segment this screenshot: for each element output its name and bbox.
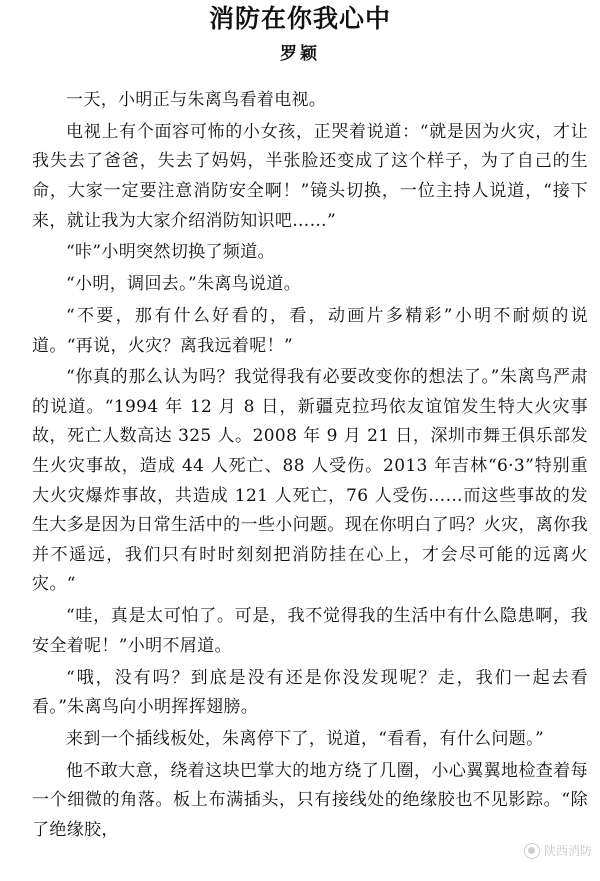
watermark-text: 陕西消防 [543,844,592,858]
paragraph: “小明，调回去。”朱离鸟说道。 [66,274,302,295]
paragraph: 他不敢大意，绕着这块巴掌大的地方绕了几圈，小心翼翼地检查着每一个细微的角落。板上布满插头，只有接线处的绝缘胶也不见影踪。“除了绝缘胶， [32,760,588,840]
paragraph: “你真的那么认为吗？我觉得我有必要改变你的想法了。”朱离鸟严肃的说道。“1994 年 12 月 8 日，新疆克拉玛依友谊馆发生特大火灾事故，死亡人数高达 325 人。2008 年 9 月 21 日，深圳市舞王俱乐部发生火灾事故，造成 44 人死亡、88 人受伤。2013 年吉林“6·3”特别重大火灾爆炸事故，共造成 121 人死亡，76 人受伤……而这些事故的发生大多是因为日常生活中的一些小问题。现在你明白了吗？火灾，离你我并不遥远，我们只有时时刻刻把消防挂在心上，才会尽可能的远离火灾。“ [32,367,588,595]
document-title: 消防在你我心中 [208,4,391,33]
document-author: 罗颖 [280,44,320,64]
paragraph: 一天，小明正与朱离鸟看着电视。 [66,90,327,110]
paragraph: 电视上有个面容可怖的小女孩，正哭着说道：“就是因为火灾，才让我失去了爸爸，失去了妈妈，半张脸还变成了这个样子，为了自己的生命，大家一定要注意消防安全啊！”镜头切换，一位主持人说道，“接下来，就让我为大家介绍消防知识吧……” [32,121,588,231]
paragraph: “哦，没有吗？到底是没有还是你没发现呢？走，我们一起去看看。”朱离鸟向小明挥挥翅膀。 [32,667,588,718]
document-body [32,86,588,848]
paragraph: “哇，真是太可怕了。可是，我不觉得我的生活中有什么隐患啊，我安全着呢！”小明不屑道。 [32,606,588,656]
wechat-logo-icon [524,843,540,859]
watermark [524,842,592,859]
paragraph: “不要，那有什么好看的，看，动画片多精彩”小明不耐烦的说道。“再说，火灾？离我远着呢！” [32,305,588,356]
paragraph: 来到一个插线板处，朱离停下了，说道，“看看，有什么问题。” [66,728,545,749]
paragraph: “咔”小明突然切换了频道。 [66,242,275,263]
